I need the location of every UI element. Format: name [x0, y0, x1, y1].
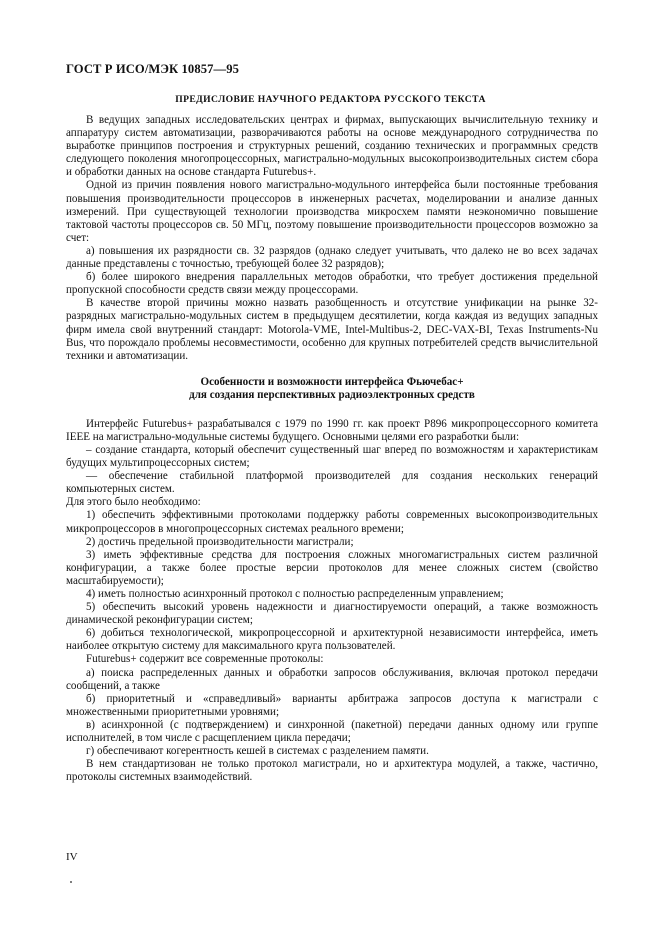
- scan-speck: [70, 881, 72, 883]
- paragraph: 6) добиться технологической, микропроцессорной и архитектурной независимости интерфейса, иметь наиболее открытую систему для максимального круга пользователей.: [66, 627, 598, 653]
- list-item: б) более широкого внедрения параллельных методов обработки, что требует достижения предельной пропускной способности средств связи между процессорами.: [66, 271, 598, 297]
- paragraph: в) асинхронной (с подтверждением) и синхронной (пакетной) передачи данных одному или группе исполнителей, в том числе с расщеплением цикла передачи;: [66, 718, 598, 745]
- paragraph: Futurebus+ содержит все современные протоколы:: [86, 653, 324, 666]
- subtitle-line: для создания перспективных радиоэлектронных средств: [189, 389, 475, 402]
- page-number: IV: [66, 851, 78, 863]
- paragraph: 1) обеспечить эффективными протоколами поддержку работы современных высокопроизводительных микропроцессоров в многопроцессорных системах реального времени;: [66, 509, 598, 535]
- paragraph: 3) иметь эффективные средства для построения сложных многомагистральных систем различной конфигурации, а также более простые версии протоколов для менее сложных систем (свойство масштабируемости);: [66, 548, 598, 587]
- paragraph: Одной из причин появления нового магистрально-модульного интерфейса были постоянные требования повышения производительности процессоров в инженерных расчетах, моделировании и анализе данных измерений. При существующей технологии производства микросхем памяти неэкономично повышение тактовой частоты процессоров св. 50 МГц, поэтому повышение производительности процессоров возможно за счет:: [66, 179, 598, 244]
- subtitle-line: Особенности и возможности интерфейса Фьючебас+: [200, 375, 464, 388]
- paragraph: В качестве второй причины можно назвать разобщенность и отсутствие унификации на рынке 32-разрядных магистрально-модульных систем в предыдущем десятилетии, когда каждая из ведущих западных фирм имела свой внутренний стандарт: Motorola-VME, Intel-Multibus-2, DEC-VAX-BI, Texas Instruments-Nu Bus, что порождало проблемы несовместимости, особенно для крупных потребителей средств вычислительной техники и автоматизации.: [66, 297, 598, 362]
- paragraph: 5) обеспечить высокий уровень надежности и диагностируемости операций, а также возможность динамической реконфигурации систем;: [66, 601, 598, 627]
- paragraph: б) приоритетный и «справедливый» варианты арбитража запросов доступа к магистрали с множественными приоритетными уровнями;: [66, 692, 598, 718]
- list-item: а) повышения их разрядности св. 32 разрядов (однако следует учитывать, что далеко не во всех задачах данные представлены с точностью, требующей более 32 разрядов);: [66, 244, 598, 271]
- paragraph: 4) иметь полностью асинхронный протокол с полностью распределенным управлением;: [86, 588, 504, 600]
- paragraph: В нем стандартизован не только протокол магистрали, но и архитектура модулей, а также, частично, протоколы системных взаимодействий.: [66, 758, 598, 784]
- paragraph: Для этого было необходимо:: [66, 496, 201, 509]
- document-body: [66, 114, 598, 784]
- preface-title: ПРЕДИСЛОВИЕ НАУЧНОГО РЕДАКТОРА РУССКОГО ТЕКСТА: [175, 94, 486, 105]
- paragraph: г) обеспечивают когерентность кешей в системах с разделением памяти.: [86, 745, 429, 758]
- section-body: [66, 418, 598, 785]
- paragraph: а) поиска распределенных данных и обработки запросов обслуживания, включая протокол передачи сообщений, а также: [66, 666, 598, 692]
- paragraph: 2) достичь предельной производительности магистрали;: [86, 535, 354, 548]
- paragraph: — обеспечение стабильной платформой производителей для создания нескольких генераций компьютерных систем.: [66, 470, 598, 496]
- paragraph: Интерфейс Futurebus+ разрабатывался с 1979 по 1990 гг. как проект Р896 микропроцессорного комитета IEEE на магистрально-модульные системы будущего. Основными целями его разработки были:: [66, 417, 598, 443]
- paragraph: В ведущих западных исследовательских центрах и фирмах, выпускающих вычислительную технику и аппаратуру систем автоматизации, разворачиваются работы на основе международного сотрудничества по выработке принципов построения и структурных решений, созданию технических и программных средств следующего поколения многопроцессорных, магистрально-модульных высокопроизводительных систем сбора и обработки данных на основе стандарта Futurebus+.: [66, 114, 598, 179]
- paragraph: – создание стандарта, который обеспечит существенный шаг вперед по возможностям и характеристикам будущих мультипроцессорных систем;: [66, 443, 598, 470]
- section-subtitle: [66, 376, 598, 403]
- document-header: ГОСТ Р ИСО/МЭК 10857—95: [66, 62, 239, 76]
